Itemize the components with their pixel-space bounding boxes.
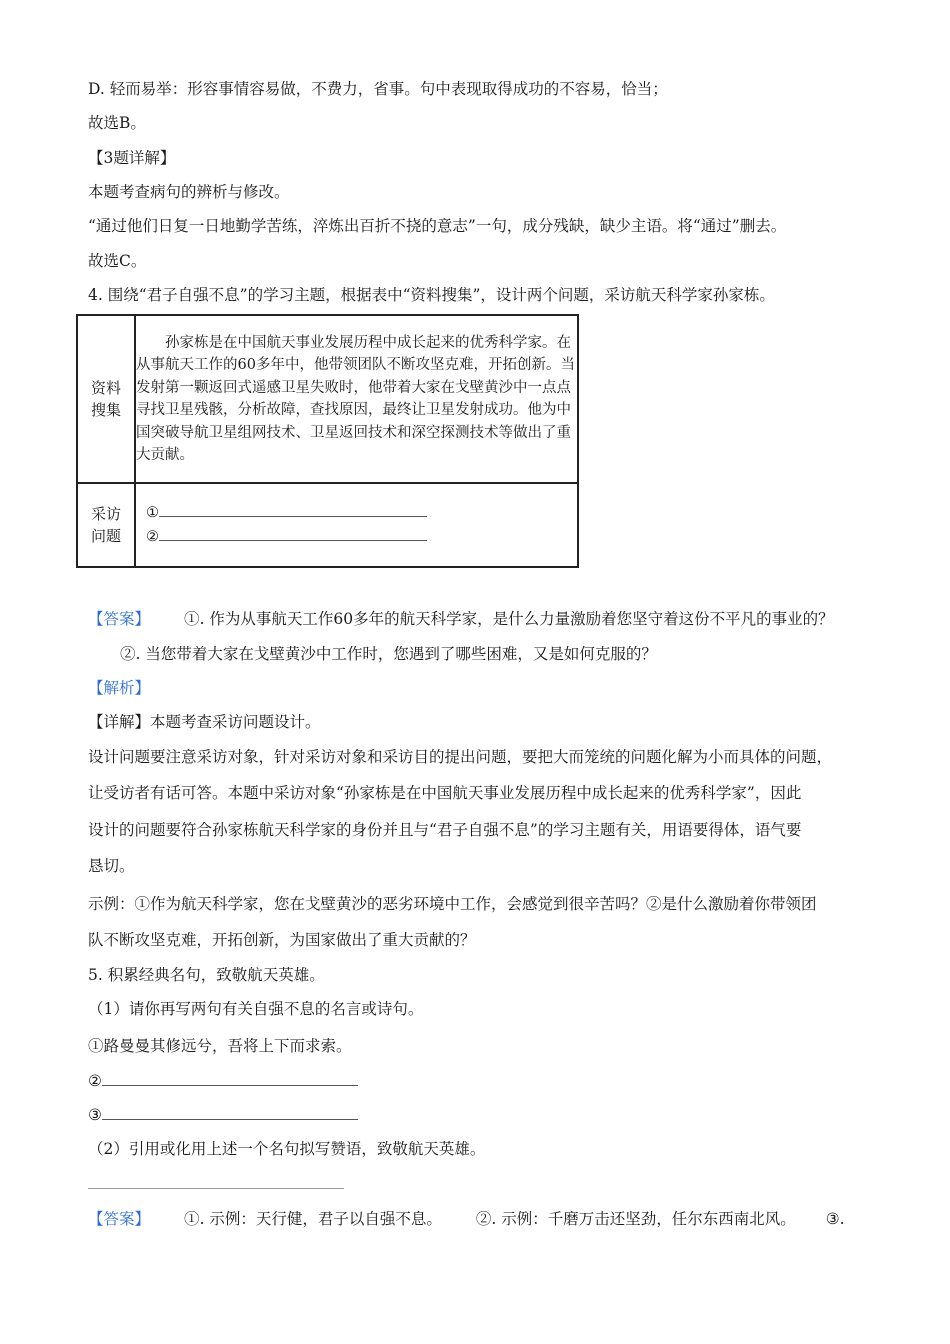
q5-item1: ①路曼曼其修远兮，吾将上下而求索。: [88, 1037, 352, 1055]
table-row: [77, 315, 578, 483]
answer5-item3: ③.: [825, 1210, 845, 1228]
question-1-marker: ①: [146, 505, 159, 521]
analysis-para-line4: 恳切。: [88, 857, 135, 875]
answer-blank-4: [102, 1105, 358, 1120]
research-content-cell: [135, 315, 578, 483]
answer4-line1: [88, 608, 880, 630]
interview-label: 采访问题: [90, 505, 121, 545]
example-line2: 队不断攻坚克难，开拓创新，为国家做出了重大贡献的？: [88, 931, 476, 949]
q5-item2-marker: ②: [88, 1072, 102, 1090]
table-row: [77, 483, 578, 567]
analysis-para-line3: 设计的问题要符合孙家栋航天科学家的身份并且与“君子自强不息”的学习主题有关，用语要得体，语气要: [88, 821, 802, 839]
answer-tag: 【答案】: [88, 610, 151, 628]
q5-item3-marker: ③: [88, 1106, 102, 1124]
answer5-item2: ②. 示例：千磨万击还坚劲，任尔东西南北风。: [475, 1210, 796, 1228]
answer-tag: 【答案】: [88, 1210, 151, 1228]
example-line1: 示例：①作为航天科学家，您在戈壁黄沙的恶劣环境中工作，会感觉到很辛苦吗？②是什么激励着你带领团: [88, 895, 817, 913]
answer5-item1: ①. 示例：天行健，君子以自强不息。: [184, 1210, 442, 1228]
q5-sub2: （2）引用或化用上述一个名句拟写赞语，致敬航天英雄。: [88, 1140, 486, 1158]
analysis-tag: 【解析】: [88, 679, 151, 697]
q3-intro: 本题考查病句的辨析与修改。: [88, 183, 290, 201]
answer5-line: [88, 1208, 880, 1230]
q5-sub1: （1）请你再写两句有关自强不息的名言或诗句。: [88, 1000, 424, 1018]
q3-header: 【3题详解】: [88, 149, 176, 167]
research-table: [76, 314, 579, 568]
q5-prompt: 5. 积累经典名句，致敬航天英雄。: [88, 966, 325, 984]
answer4-item1: ①. 作为从事航天工作60多年的航天科学家，是什么力量激励着您坚守着这份不平凡的事业的？: [184, 610, 834, 628]
analysis-para-line2: 让受访者有话可答。本题中采访对象“孙家栋是在中国航天事业发展历程中成长起来的优秀科学家”，因此: [88, 784, 802, 802]
answer-blank-3: [102, 1071, 358, 1086]
q5-item3: [88, 1104, 880, 1126]
q3-detail: “通过他们日复一日地勤学苦练，淬炼出百折不挠的意志”一句，成分残缺，缺少主语。将“通过”删去。: [88, 217, 787, 235]
q5-item2: [88, 1070, 880, 1092]
research-label: 资料搜集: [90, 379, 121, 419]
analysis-para-line1: 设计问题要注意采访对象，针对采访对象和采访目的提出问题，要把大而笼统的问题化解为小而具体的问题，: [88, 748, 833, 766]
research-label-cell: [77, 315, 135, 483]
interview-question-2: [146, 525, 567, 549]
answer-blank-1: [159, 502, 427, 517]
interview-question-1: [146, 501, 567, 525]
question-2-marker: ②: [146, 529, 159, 545]
research-content: 孙家栋是在中国航天事业发展历程中成长起来的优秀科学家。在从事航天工作的60多年中，他带领团队不断攻坚克难，开拓创新。当发射第一颗返回式遥感卫星失败时，他带着大家在戈壁黄沙中一点点寻找卫星残骸，分析故障，查找原因，最终让卫星发射成功。他为中国突破导航卫星组网技术、卫星返回技术和深空探测技术等做出了重大贡献。: [136, 334, 575, 463]
answer4-item2: ②. 当您带着大家在戈壁黄沙中工作时，您遇到了哪些困难，又是如何克服的？: [120, 645, 657, 663]
interview-label-cell: [77, 483, 135, 567]
option-d-text: D. 轻而易举：形容事情容易做，不费力，省事。句中表现取得成功的不容易，恰当；: [88, 80, 668, 98]
answer-choice-b: 故选B。: [88, 114, 146, 132]
answer-blank-2: [159, 526, 427, 541]
divider: [88, 1188, 344, 1189]
q4-prompt: 4. 围绕“君子自强不息”的学习主题，根据表中“资料搜集”，设计两个问题，采访航天科学家孙家栋。: [88, 286, 775, 304]
interview-questions-cell: [135, 483, 578, 567]
answer-choice-c: 故选C。: [88, 252, 147, 270]
analysis-detail: 【详解】本题考查采访问题设计。: [88, 713, 321, 731]
